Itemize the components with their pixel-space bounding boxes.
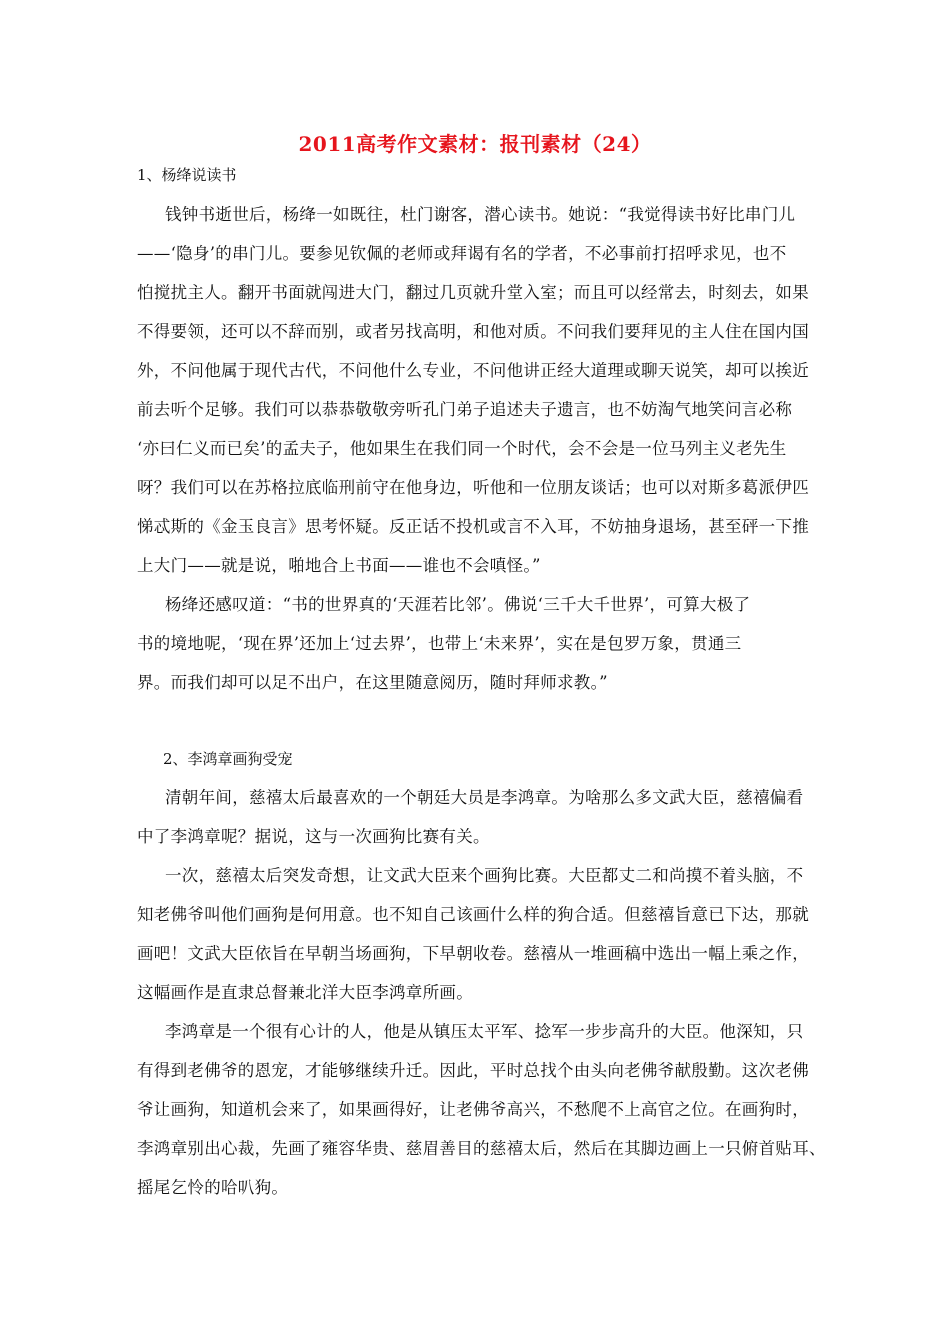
paragraph-line: 呀？我们可以在苏格拉底临刑前守在他身边，听他和一位朋友谈话；也可以对斯多葛派伊匹 (137, 478, 809, 497)
paragraph-line: ——‘隐身’的串门儿。要参见钦佩的老师或拜谒有名的学者，不必事前打招呼求见，也不 (137, 244, 787, 263)
paragraph-line: 李鸿章是一个很有心计的人，他是从镇压太平军、捻军一步步高升的大臣。他深知，只 (165, 1022, 804, 1041)
paragraph-line: 李鸿章别出心裁，先画了雍容华贵、慈眉善目的慈禧太后，然后在其脚边画上一只俯首贴耳、 (137, 1139, 826, 1158)
paragraph-line: 有得到老佛爷的恩宠，才能够继续升迁。因此，平时总找个由头向老佛爷献殷勤。这次老佛 (137, 1061, 809, 1080)
paragraph-line: 画吧！文武大臣依旨在早朝当场画狗，下早朝收卷。慈禧从一堆画稿中选出一幅上乘之作， (137, 944, 809, 963)
paragraph-line: 这幅画作是直隶总督兼北洋大臣李鸿章所画。 (137, 983, 473, 1002)
paragraph-line: 悌忒斯的《金玉良言》思考怀疑。反正话不投机或言不入耳，不妨抽身退场，甚至砰一下推 (137, 517, 809, 536)
section-2-heading: 2、李鸿章画狗受宠 (163, 750, 293, 768)
paragraph-line: 钱钟书逝世后，杨绛一如既往，杜门谢客，潜心读书。她说：“我觉得读书好比串门儿 (165, 205, 796, 224)
paragraph-line: 不得要领，还可以不辞而别，或者另找高明，和他对质。不问我们要拜见的主人住在国内国 (137, 322, 809, 341)
paragraph-line: 外，不问他属于现代古代，不问他什么专业，不问他讲正经大道理或聊天说笑，却可以挨近 (137, 361, 809, 380)
paragraph-line: 怕搅扰主人。翻开书面就闯进大门，翻过几页就升堂入室；而且可以经常去，时刻去，如果 (137, 283, 809, 302)
paragraph-line: 一次，慈禧太后突发奇想，让文武大臣来个画狗比赛。大臣都丈二和尚摸不着头脑，不 (165, 866, 804, 885)
paragraph-line: 界。而我们却可以足不出户，在这里随意阅历，随时拜师求教。” (137, 673, 608, 692)
paragraph-line: 清朝年间，慈禧太后最喜欢的一个朝廷大员是李鸿章。为啥那么多文武大臣，慈禧偏看 (165, 788, 804, 807)
document-title: 2011高考作文素材：报刊素材（24） (298, 132, 652, 156)
paragraph-line: 书的境地呢，‘现在界’还加上‘过去界’，也带上‘未来界’，实在是包罗万象，贯通三 (137, 634, 742, 653)
section-1-heading: 1、杨绛说读书 (137, 166, 237, 184)
paragraph-line: 上大门——就是说，啪地合上书面——谁也不会嗔怪。” (137, 556, 541, 575)
paragraph-line: ‘亦曰仁义而已矣’的孟夫子，他如果生在我们同一个时代，会不会是一位马列主义老先生 (137, 439, 787, 458)
paragraph-line: 摇尾乞怜的哈叭狗。 (137, 1178, 289, 1197)
paragraph-line: 中了李鸿章呢？据说，这与一次画狗比赛有关。 (137, 827, 490, 846)
paragraph-line: 前去听个足够。我们可以恭恭敬敬旁听孔门弟子追述夫子遗言，也不妨淘气地笑问言必称 (137, 400, 793, 419)
paragraph-line: 杨绛还感叹道：“书的世界真的‘天涯若比邻’。佛说‘三千大千世界’，可算大极了 (165, 595, 751, 614)
paragraph-line: 爷让画狗，知道机会来了，如果画得好，让老佛爷高兴，不愁爬不上高官之位。在画狗时， (137, 1100, 809, 1119)
paragraph-line: 知老佛爷叫他们画狗是何用意。也不知自己该画什么样的狗合适。但慈禧旨意已下达，那就 (137, 905, 809, 924)
